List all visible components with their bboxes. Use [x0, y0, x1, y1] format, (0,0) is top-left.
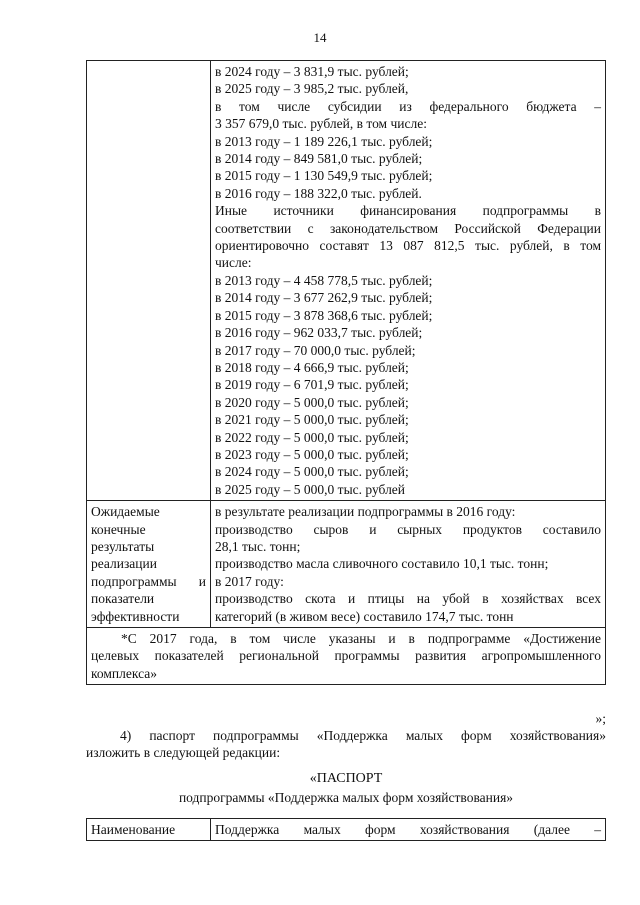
- funding-line: в 2014 году – 3 677 262,9 тыс. рублей;: [215, 290, 433, 306]
- footnote-line: *С 2017 года, в том числе указаны и в подпрограмме «Достижение: [121, 631, 601, 646]
- results-value-cell: [211, 501, 606, 628]
- results-line: в результате реализации подпрограммы в 2016 году:: [215, 504, 516, 520]
- results-label-cell: [87, 501, 211, 628]
- funding-line: в 2025 году – 5 000,0 тыс. рублей: [215, 481, 406, 497]
- subprogram-passport-table: [86, 60, 606, 685]
- results-label-line: конечные: [91, 521, 146, 537]
- funding-line: в 2015 году – 1 130 549,9 тыс. рублей;: [215, 168, 433, 184]
- passport-title: «ПАСПОРТ: [309, 771, 383, 786]
- funding-line: в 2016 году – 188 322,0 тыс. рублей.: [215, 185, 422, 201]
- funding-line: в 2013 году – 4 458 778,5 тыс. рублей;: [215, 272, 433, 288]
- funding-line: в 2016 году – 962 033,7 тыс. рублей;: [215, 325, 423, 341]
- results-line: 28,1 тыс. тонн;: [215, 538, 301, 554]
- funding-line: в 2017 году – 70 000,0 тыс. рублей;: [215, 342, 416, 358]
- funding-line: в 2018 году – 4 666,9 тыс. рублей;: [215, 359, 409, 375]
- funding-line: в 2024 году – 5 000,0 тыс. рублей;: [215, 464, 409, 480]
- results-label-line: результаты: [91, 538, 155, 554]
- funding-line: в 2022 году – 5 000,0 тыс. рублей;: [215, 429, 409, 445]
- passport-row-name: [87, 819, 606, 841]
- funding-line: в 2014 году – 849 581,0 тыс. рублей;: [215, 151, 423, 167]
- results-label-line: эффективности: [91, 608, 180, 624]
- passport-row-label: Наименование: [87, 819, 211, 841]
- results-line: производство масла сливочного составило 10,1 тыс. тонн;: [215, 556, 549, 572]
- funding-line: в 2020 году – 5 000,0 тыс. рублей;: [215, 394, 409, 410]
- funding-line: в 2015 году – 3 878 368,6 тыс. рублей;: [215, 307, 433, 323]
- results-line: категорий (в живом весе) составило 174,7 тыс. тонн: [215, 608, 514, 624]
- funding-line: 3 357 679,0 тыс. рублей, в том числе:: [215, 116, 427, 132]
- funding-line: числе:: [215, 255, 252, 271]
- results-line: в 2017 году:: [215, 573, 284, 589]
- passport-row-value: Поддержка малых форм хозяйствования (далее –: [211, 819, 606, 841]
- funding-line: в 2019 году – 6 701,9 тыс. рублей;: [215, 377, 409, 393]
- results-line: производство скота и птицы на убой в хозяйствах всех: [215, 591, 601, 607]
- paragraph-line: изложить в следующей редакции:: [86, 745, 281, 761]
- footnote-line: целевых показателей региональной программы развития агропромышленного: [91, 648, 601, 664]
- results-row: [87, 501, 606, 628]
- page-number: 14: [313, 30, 327, 45]
- results-line: производство сыров и сырных продуктов составило: [215, 521, 601, 537]
- funding-line: в том числе субсидии из федерального бюджета –: [215, 98, 601, 114]
- footnote-line: комплекса»: [91, 665, 157, 681]
- funding-line: в 2023 году – 5 000,0 тыс. рублей;: [215, 446, 409, 462]
- funding-line: в 2013 году – 1 189 226,1 тыс. рублей;: [215, 133, 433, 149]
- funding-label-cell: [87, 61, 211, 501]
- passport-subtitle: подпрограммы «Поддержка малых форм хозяйствования»: [178, 790, 514, 805]
- funding-value-cell: [211, 61, 606, 501]
- results-label-line: Ожидаемые: [91, 504, 160, 520]
- footnote-row: [87, 628, 606, 685]
- paragraph-line: 4) паспорт подпрограммы «Поддержка малых форм хозяйствования»: [120, 728, 606, 743]
- funding-line: в 2024 году – 3 831,9 тыс. рублей;: [215, 64, 409, 79]
- funding-line: в 2021 году – 5 000,0 тыс. рублей;: [215, 412, 409, 428]
- funding-row: [87, 61, 606, 501]
- funding-line: ориентировочно составят 13 087 812,5 тыс. рублей, в том: [215, 238, 601, 254]
- results-label-line: показатели: [91, 591, 155, 607]
- amendment-paragraph: [86, 727, 606, 762]
- new-passport-table: [86, 818, 606, 841]
- funding-line: в 2025 году – 3 985,2 тыс. рублей,: [215, 81, 409, 97]
- closing-quote: »;: [595, 711, 606, 726]
- funding-line: Иные источники финансирования подпрограммы в: [215, 203, 601, 219]
- funding-line: соответствии с законодательством Российской Федерации: [215, 220, 601, 236]
- results-label-line: подпрограммы и: [91, 573, 206, 589]
- footnote-cell: [87, 628, 606, 685]
- results-label-line: реализации: [91, 556, 157, 572]
